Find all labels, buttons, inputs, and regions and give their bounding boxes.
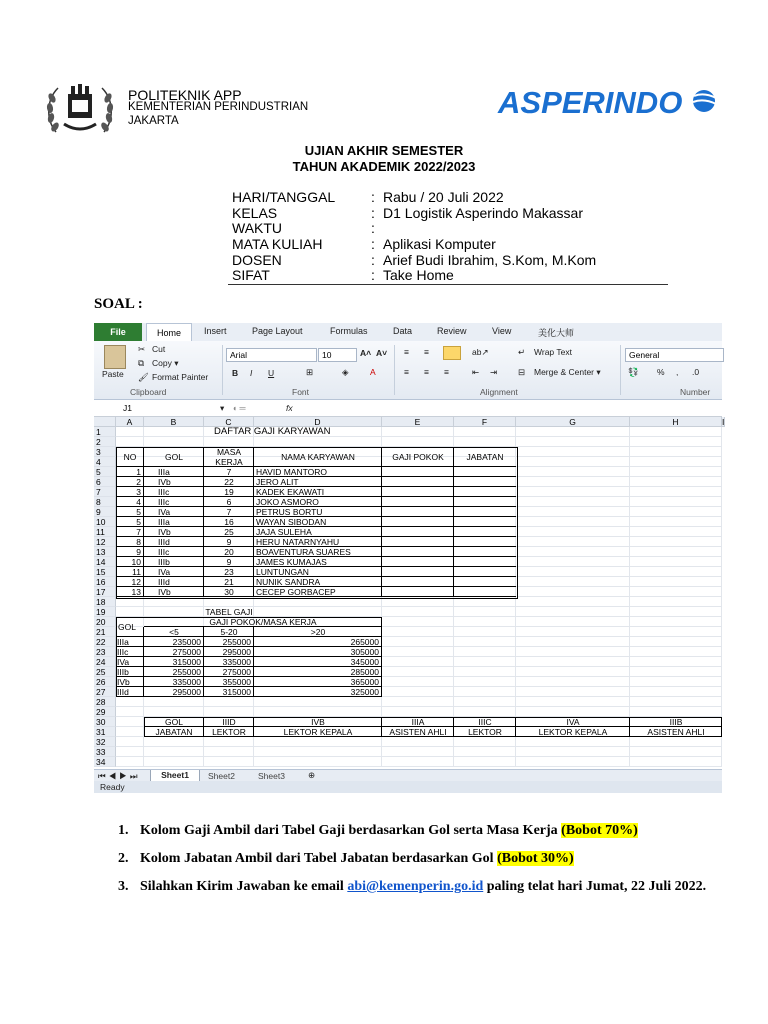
bobot-badge: (Bobot 70%) bbox=[561, 823, 638, 838]
wrap-text-icon[interactable]: ↵ bbox=[518, 347, 526, 357]
tabel-gaji-value[interactable]: 305000 bbox=[350, 647, 379, 657]
question-number: 2. bbox=[118, 851, 129, 866]
employee-gol[interactable]: IIIc bbox=[158, 547, 170, 557]
alignment-group-label: Alignment bbox=[480, 387, 518, 397]
number-format-select[interactable]: General bbox=[625, 348, 724, 362]
merge-center-button[interactable]: Merge & Center ▾ bbox=[534, 367, 601, 377]
info-row-lecturer bbox=[232, 252, 672, 268]
employee-name[interactable]: NUNIK SANDRA bbox=[256, 577, 321, 587]
employee-gol[interactable]: IVb bbox=[158, 527, 171, 537]
employee-name[interactable]: LUNTUNGAN bbox=[256, 567, 309, 577]
tabel-jabatan-gol[interactable]: IIID bbox=[222, 717, 236, 727]
employee-jabatan[interactable] bbox=[454, 557, 516, 567]
comma-style-icon[interactable]: , bbox=[676, 367, 679, 377]
tabel-gaji-gol[interactable]: IIIb bbox=[117, 667, 129, 677]
excel-screenshot bbox=[94, 323, 725, 793]
grow-font-icon[interactable]: A˄ bbox=[360, 348, 372, 358]
tabel-gaji-value[interactable]: 295000 bbox=[172, 687, 201, 697]
info-colon: : bbox=[371, 220, 375, 236]
header-gaji: GAJI POKOK bbox=[392, 452, 444, 462]
employee-masa[interactable]: 9 bbox=[226, 537, 232, 547]
question-2 bbox=[118, 850, 718, 868]
tab-data[interactable]: Data bbox=[393, 326, 413, 336]
tab-review[interactable]: Review bbox=[437, 326, 467, 336]
align-middle-icon[interactable]: ≡ bbox=[424, 347, 429, 357]
info-value: Take Home bbox=[383, 267, 454, 283]
tabel-jabatan-gol[interactable]: IIIC bbox=[478, 717, 492, 727]
question-number: 1. bbox=[118, 823, 129, 838]
employee-masa[interactable]: 16 bbox=[224, 517, 234, 527]
column-header[interactable]: G bbox=[516, 417, 630, 427]
row-header[interactable]: 9 bbox=[94, 507, 116, 517]
gridline bbox=[721, 427, 722, 767]
tabel-gaji-value[interactable]: 325000 bbox=[350, 687, 379, 697]
tabel-gaji-value[interactable]: 365000 bbox=[350, 677, 379, 687]
employee-masa[interactable]: 6 bbox=[226, 497, 232, 507]
format-painter-icon[interactable]: 🖌 bbox=[138, 372, 149, 382]
employee-gol[interactable]: IIIc bbox=[158, 497, 170, 507]
tabel-gaji-value[interactable]: 255000 bbox=[172, 667, 201, 677]
row-header[interactable]: 17 bbox=[94, 587, 116, 597]
copy-button[interactable]: Copy ▾ bbox=[152, 358, 179, 368]
employee-gaji[interactable] bbox=[382, 577, 454, 587]
info-colon: : bbox=[371, 205, 375, 221]
tabel-gaji-h3: >20 bbox=[310, 627, 326, 637]
employee-gaji[interactable] bbox=[382, 527, 454, 537]
employee-no[interactable]: 10 bbox=[131, 557, 141, 567]
column-header[interactable]: A bbox=[116, 417, 144, 427]
info-label: MATA KULIAH bbox=[232, 236, 323, 252]
employee-no[interactable]: 11 bbox=[132, 567, 141, 577]
ribbon-separator bbox=[394, 345, 395, 395]
employee-name[interactable]: JERO ALIT bbox=[256, 477, 299, 487]
employee-gaji[interactable] bbox=[382, 467, 454, 477]
bold-icon[interactable]: B bbox=[232, 368, 239, 378]
orientation-icon[interactable]: ab↗ bbox=[472, 347, 489, 357]
employee-name[interactable]: BOAVENTURA SUARES bbox=[256, 547, 351, 557]
new-sheet-icon[interactable]: ⊕ bbox=[308, 770, 316, 780]
cut-button[interactable]: Cut bbox=[152, 344, 166, 354]
employee-name[interactable]: PETRUS BORTU bbox=[256, 507, 323, 517]
asperindo-logo bbox=[498, 84, 723, 120]
tabel-gaji-gol[interactable]: IIIc bbox=[117, 647, 129, 657]
employee-jabatan[interactable] bbox=[454, 547, 516, 557]
align-bottom-icon[interactable] bbox=[443, 346, 461, 360]
employee-no[interactable]: 7 bbox=[136, 527, 141, 537]
ribbon-separator bbox=[222, 345, 223, 395]
question-body: Silahkan Kirim Jawaban ke email bbox=[140, 879, 348, 894]
header-no: NO bbox=[123, 452, 137, 462]
row-header[interactable]: 34 bbox=[94, 757, 116, 767]
question-text bbox=[140, 850, 730, 868]
gridline bbox=[116, 766, 722, 767]
asperindo-logo-graphic bbox=[498, 84, 723, 120]
exam-title: UJIAN AKHIR SEMESTER bbox=[304, 143, 464, 158]
employee-gol[interactable]: IIIa bbox=[158, 467, 170, 477]
employee-name[interactable]: CECEP GORBACEP bbox=[256, 587, 336, 597]
info-label: HARI/TANGGAL bbox=[232, 189, 336, 205]
align-right-icon[interactable]: ≡ bbox=[444, 367, 449, 377]
info-value: Arief Budi Ibrahim, S.Kom, M.Kom bbox=[383, 252, 597, 268]
tabel-gaji-value[interactable]: 355000 bbox=[222, 677, 251, 687]
employee-gol[interactable]: IVb bbox=[158, 587, 171, 597]
employee-gol[interactable]: IVa bbox=[158, 567, 171, 577]
email-link[interactable]: abi@kemenperin.go.id bbox=[347, 879, 484, 894]
question-1 bbox=[118, 822, 718, 840]
info-label: KELAS bbox=[232, 205, 278, 221]
info-colon: : bbox=[371, 267, 375, 283]
info-value: D1 Logistik Asperindo Makassar bbox=[383, 205, 583, 221]
gridline bbox=[116, 706, 722, 707]
info-value: Rabu / 20 Juli 2022 bbox=[383, 189, 504, 205]
column-header[interactable]: C bbox=[204, 417, 254, 427]
tabel-gaji-value[interactable]: 255000 bbox=[222, 637, 251, 647]
row-header[interactable]: 12 bbox=[94, 537, 116, 547]
paste-icon[interactable] bbox=[104, 345, 126, 369]
tabel-jabatan-value[interactable]: LEKTOR bbox=[468, 727, 502, 737]
employee-no[interactable]: 2 bbox=[136, 477, 141, 487]
tabel-jabatan-gol[interactable]: IVA bbox=[566, 717, 580, 727]
employee-gol[interactable]: IIIa bbox=[158, 517, 170, 527]
bobot-badge: (Bobot 30%) bbox=[497, 851, 574, 866]
row-header[interactable]: 28 bbox=[94, 697, 116, 707]
spreadsheet-grid[interactable] bbox=[94, 417, 725, 769]
row-header[interactable]: 24 bbox=[94, 657, 116, 667]
tabel-jabatan-jab-label: JABATAN bbox=[155, 727, 193, 737]
employee-masa[interactable]: 25 bbox=[224, 527, 234, 537]
italic-icon[interactable]: I bbox=[250, 368, 253, 378]
employee-name[interactable]: KADEK EKAWATI bbox=[256, 487, 325, 497]
employee-masa[interactable]: 22 bbox=[224, 477, 234, 487]
wrap-text-button[interactable]: Wrap Text bbox=[534, 347, 572, 357]
row-header[interactable]: 27 bbox=[94, 687, 116, 697]
question-text bbox=[140, 878, 726, 896]
tabel-gaji-gol[interactable]: IVa bbox=[117, 657, 130, 667]
question-body: Kolom Gaji Ambil dari Tabel Gaji berdasarkan Gol serta Masa Kerja bbox=[140, 823, 562, 838]
ribbon-separator bbox=[620, 345, 621, 395]
header-gol: GOL bbox=[165, 452, 183, 462]
column-header[interactable]: D bbox=[254, 417, 382, 427]
info-colon: : bbox=[371, 252, 375, 268]
tabel-jabatan-value[interactable]: ASISTEN AHLI bbox=[647, 727, 705, 737]
tabel-jabatan-gol[interactable]: IVB bbox=[311, 717, 325, 727]
employee-gol[interactable]: IVa bbox=[158, 507, 171, 517]
tab-home[interactable]: Home bbox=[146, 323, 192, 342]
employee-gol[interactable]: IIIc bbox=[158, 487, 170, 497]
question-body-end: paling telat hari Jumat, 22 Juli 2022. bbox=[483, 879, 707, 894]
font-size-select[interactable]: 10 bbox=[318, 348, 357, 362]
employee-gaji[interactable] bbox=[382, 477, 454, 487]
info-value: Aplikasi Komputer bbox=[383, 236, 496, 252]
employee-gaji[interactable] bbox=[382, 567, 454, 577]
row-header[interactable]: 3 bbox=[94, 447, 116, 457]
borders-icon[interactable]: ⊞ bbox=[306, 367, 314, 377]
tabel-gaji-value[interactable]: 275000 bbox=[172, 647, 201, 657]
sheet-tab-2[interactable]: Sheet2 bbox=[208, 771, 235, 781]
header-kerja: KERJA bbox=[215, 457, 243, 467]
sheet-title: DAFTAR GAJI KARYAWAN bbox=[214, 426, 331, 437]
employee-jabatan[interactable] bbox=[454, 537, 516, 547]
row-header[interactable]: 20 bbox=[94, 617, 116, 627]
tab-addin[interactable]: 美化大师 bbox=[538, 328, 575, 338]
row-header[interactable]: 10 bbox=[94, 517, 116, 527]
align-top-icon[interactable]: ≡ bbox=[404, 347, 409, 357]
tabel-gaji-value[interactable]: 335000 bbox=[172, 677, 201, 687]
tabel-gaji-value[interactable]: 235000 bbox=[172, 637, 201, 647]
question-body: Kolom Jabatan Ambil dari Tabel Jabatan berdasarkan Gol bbox=[140, 851, 498, 866]
employee-masa[interactable]: 7 bbox=[226, 507, 232, 517]
tabel-gaji-value[interactable]: 275000 bbox=[222, 667, 251, 677]
row-header[interactable]: 30 bbox=[94, 717, 116, 727]
info-colon: : bbox=[371, 236, 375, 252]
tab-page-layout[interactable]: Page Layout bbox=[252, 326, 303, 336]
employee-gol[interactable]: IIIb bbox=[158, 557, 170, 567]
tabel-jabatan-value[interactable]: LEKTOR bbox=[212, 727, 246, 737]
row-header[interactable]: 7 bbox=[94, 487, 116, 497]
header-jabatan: JABATAN bbox=[466, 452, 504, 462]
employee-name[interactable]: HAVID MANTORO bbox=[256, 467, 327, 477]
merge-center-icon[interactable]: ⊟ bbox=[518, 367, 526, 377]
employee-gaji[interactable] bbox=[382, 507, 454, 517]
employee-jabatan[interactable] bbox=[454, 527, 516, 537]
table-col-line bbox=[143, 447, 144, 597]
row-header[interactable]: 31 bbox=[94, 727, 116, 737]
row-header[interactable]: 11 bbox=[94, 527, 116, 537]
gridline bbox=[629, 427, 630, 767]
decimal-icon[interactable]: .0 bbox=[692, 367, 700, 377]
row-header[interactable]: 18 bbox=[94, 597, 116, 607]
employee-gol[interactable]: IIId bbox=[158, 577, 170, 587]
employee-gaji[interactable] bbox=[382, 487, 454, 497]
clipboard-group-label: Clipboard bbox=[130, 387, 167, 397]
row-header[interactable]: 23 bbox=[94, 647, 116, 657]
font-name-select[interactable]: Arial bbox=[226, 348, 317, 362]
column-header[interactable]: H bbox=[630, 417, 722, 427]
row-header[interactable]: 16 bbox=[94, 577, 116, 587]
paste-button[interactable]: Paste bbox=[102, 369, 124, 379]
employee-name[interactable]: JOKO ASMORO bbox=[256, 497, 319, 507]
sheet-tab-1[interactable]: Sheet1 bbox=[150, 770, 200, 782]
info-row-date bbox=[232, 189, 672, 205]
info-row-course bbox=[232, 236, 672, 252]
underline-icon[interactable]: U bbox=[268, 368, 275, 378]
employee-gol[interactable]: IIId bbox=[158, 537, 170, 547]
tab-formulas[interactable]: Formulas bbox=[330, 326, 368, 336]
row-header[interactable]: 26 bbox=[94, 677, 116, 687]
employee-jabatan[interactable] bbox=[454, 587, 516, 597]
tabel-jabatan-value[interactable]: ASISTEN AHLI bbox=[389, 727, 447, 737]
employee-no[interactable]: 12 bbox=[131, 577, 141, 587]
tabel-gaji-value[interactable]: 315000 bbox=[222, 687, 251, 697]
font-group-label: Font bbox=[292, 387, 310, 397]
row-header[interactable]: 6 bbox=[94, 477, 116, 487]
tabel-gaji-value[interactable]: 345000 bbox=[350, 657, 379, 667]
formula-bar bbox=[94, 400, 722, 417]
row-header[interactable]: 1 bbox=[94, 427, 116, 437]
employee-gaji[interactable] bbox=[382, 517, 454, 527]
employee-masa[interactable]: 7 bbox=[226, 467, 232, 477]
tabel-gaji-gol[interactable]: IIId bbox=[117, 687, 129, 697]
info-label: SIFAT bbox=[232, 267, 270, 283]
tabel-gaji-value[interactable]: 295000 bbox=[222, 647, 251, 657]
employee-gaji[interactable] bbox=[382, 557, 454, 567]
status-text: Ready bbox=[100, 782, 125, 792]
gridline bbox=[116, 746, 722, 747]
employee-masa[interactable]: 23 bbox=[224, 567, 234, 577]
tabel-gaji-value[interactable]: 315000 bbox=[172, 657, 201, 667]
ministry-name: KEMENTERIAN PERINDUSTRIAN bbox=[128, 101, 309, 113]
header-masa: MASA bbox=[216, 447, 242, 457]
format-painter-button[interactable]: Format Painter bbox=[152, 372, 209, 382]
row-header[interactable]: 25 bbox=[94, 667, 116, 677]
tabel-gaji-subtitle: GAJI POKOK/MASA KERJA bbox=[209, 617, 317, 627]
fill-color-icon[interactable]: ◈ bbox=[342, 367, 349, 377]
sheet-tab-3[interactable]: Sheet3 bbox=[258, 771, 285, 781]
info-row-time bbox=[232, 220, 672, 236]
tab-view[interactable]: View bbox=[492, 326, 512, 336]
column-header[interactable]: F bbox=[454, 417, 516, 427]
row-header[interactable]: 13 bbox=[94, 547, 116, 557]
copy-icon[interactable]: ⧉ bbox=[138, 358, 145, 368]
employee-no[interactable]: 4 bbox=[136, 497, 141, 507]
align-center-icon[interactable]: ≡ bbox=[424, 367, 429, 377]
institution-seal bbox=[44, 80, 116, 138]
employee-jabatan[interactable] bbox=[454, 577, 516, 587]
employee-masa[interactable]: 19 bbox=[224, 487, 234, 497]
employee-jabatan[interactable] bbox=[454, 507, 516, 517]
row-header[interactable]: 5 bbox=[94, 467, 116, 477]
tabel-gaji-gol[interactable]: IVb bbox=[117, 677, 130, 687]
employee-gol[interactable]: IVb bbox=[158, 477, 171, 487]
tabel-jabatan-gol[interactable]: IIIA bbox=[411, 717, 425, 727]
employee-no[interactable]: 13 bbox=[131, 587, 141, 597]
info-row-type bbox=[232, 267, 672, 283]
employee-name[interactable]: JAJA SULEHA bbox=[256, 527, 312, 537]
employee-jabatan[interactable] bbox=[454, 567, 516, 577]
row-header[interactable]: 15 bbox=[94, 567, 116, 577]
column-header[interactable]: E bbox=[382, 417, 454, 427]
gridline bbox=[116, 436, 722, 437]
row-header[interactable]: 14 bbox=[94, 557, 116, 567]
employee-jabatan[interactable] bbox=[454, 477, 516, 487]
info-colon: : bbox=[371, 189, 375, 205]
employee-gaji[interactable] bbox=[382, 547, 454, 557]
name-box[interactable]: J1 bbox=[123, 403, 132, 413]
row-header[interactable]: 21 bbox=[94, 627, 116, 637]
info-label: DOSEN bbox=[232, 252, 282, 268]
info-row-class bbox=[232, 205, 672, 221]
select-all-corner[interactable] bbox=[94, 417, 116, 427]
percent-button[interactable]: % bbox=[657, 367, 665, 377]
row-header[interactable]: 2 bbox=[94, 437, 116, 447]
formula-cancel-icon[interactable]: ◖ ═ bbox=[232, 403, 246, 413]
row-header[interactable]: 33 bbox=[94, 747, 116, 757]
employee-no[interactable]: 9 bbox=[136, 547, 141, 557]
city-name: JAKARTA bbox=[128, 115, 179, 127]
employee-gaji[interactable] bbox=[382, 497, 454, 507]
tabel-gaji-h1: <5 bbox=[169, 627, 179, 637]
row-header[interactable]: 22 bbox=[94, 637, 116, 647]
asperindo-logo-text: ASPERINDO bbox=[498, 85, 683, 120]
name-box-dropdown-icon[interactable]: ▾ bbox=[220, 403, 225, 413]
tabel-gaji-h2: 5-20 bbox=[220, 627, 238, 637]
employee-jabatan[interactable] bbox=[454, 467, 516, 477]
cut-icon[interactable]: ✂ bbox=[138, 344, 146, 354]
employee-jabatan[interactable] bbox=[454, 487, 516, 497]
employee-name[interactable]: WAYAN SIBODAN bbox=[256, 517, 327, 527]
info-divider bbox=[228, 284, 668, 285]
header-nama: NAMA KARYAWAN bbox=[281, 452, 355, 462]
info-label: WAKTU bbox=[232, 220, 283, 236]
increase-indent-icon[interactable]: ⇥ bbox=[490, 367, 498, 377]
employee-gaji[interactable] bbox=[382, 587, 454, 597]
shrink-font-icon[interactable]: A˅ bbox=[376, 348, 388, 358]
employee-masa[interactable]: 9 bbox=[226, 557, 232, 567]
employee-gaji[interactable] bbox=[382, 537, 454, 547]
fx-button[interactable]: fx bbox=[286, 403, 293, 413]
employee-masa[interactable]: 21 bbox=[224, 577, 234, 587]
question-number: 3. bbox=[118, 879, 129, 894]
row-header[interactable]: 29 bbox=[94, 707, 116, 717]
employee-jabatan[interactable] bbox=[454, 497, 516, 507]
question-text bbox=[140, 822, 730, 840]
font-color-icon[interactable]: A bbox=[370, 367, 376, 377]
accounting-format-icon[interactable]: 💱 bbox=[628, 367, 639, 377]
institution-name: POLITEKNIK APP bbox=[128, 87, 242, 103]
employee-no[interactable]: 5 bbox=[136, 517, 141, 527]
employee-jabatan[interactable] bbox=[454, 517, 516, 527]
tabel-gaji-title: TABEL GAJI bbox=[205, 607, 253, 617]
row-header[interactable]: 32 bbox=[94, 737, 116, 747]
tabel-gaji-value[interactable]: 285000 bbox=[350, 667, 379, 677]
question-3 bbox=[118, 878, 718, 914]
employee-no[interactable]: 1 bbox=[136, 467, 141, 477]
row-header[interactable]: 8 bbox=[94, 497, 116, 507]
employee-name[interactable]: JAMES KUMAJAS bbox=[256, 557, 327, 567]
tab-file[interactable]: File bbox=[94, 323, 142, 341]
row-header[interactable]: 4 bbox=[94, 457, 116, 467]
tabel-gaji-value[interactable]: 335000 bbox=[222, 657, 251, 667]
tabel-jabatan-gol[interactable]: IIIB bbox=[669, 717, 683, 727]
employee-masa[interactable]: 30 bbox=[224, 587, 234, 597]
align-left-icon[interactable]: ≡ bbox=[404, 367, 409, 377]
gridline bbox=[116, 756, 722, 757]
soal-heading: SOAL : bbox=[94, 296, 143, 312]
decrease-indent-icon[interactable]: ⇤ bbox=[472, 367, 480, 377]
tabel-gaji-gol[interactable]: IIIa bbox=[117, 637, 129, 647]
employee-no[interactable]: 3 bbox=[136, 487, 141, 497]
employee-name[interactable]: HERU NATARNYAHU bbox=[256, 537, 340, 547]
employee-no[interactable]: 5 bbox=[136, 507, 141, 517]
tabel-jabatan-value[interactable]: LEKTOR KEPALA bbox=[538, 727, 608, 737]
column-header[interactable]: B bbox=[144, 417, 204, 427]
academic-year: TAHUN AKADEMIK 2022/2023 bbox=[292, 159, 476, 174]
employee-masa[interactable]: 20 bbox=[224, 547, 234, 557]
column-header[interactable]: I bbox=[722, 417, 725, 427]
tabel-gaji-gol-header: GOL bbox=[118, 622, 136, 632]
tabel-jabatan-gol-label: GOL bbox=[165, 717, 183, 727]
tab-insert[interactable]: Insert bbox=[204, 326, 227, 336]
tabel-gaji-value[interactable]: 265000 bbox=[350, 637, 379, 647]
ribbon bbox=[94, 341, 722, 400]
employee-no[interactable]: 8 bbox=[136, 537, 141, 547]
status-bar bbox=[94, 781, 722, 793]
number-group-label: Number bbox=[680, 387, 711, 397]
sheet-nav-icon[interactable]: ⏮◀▶⏭ bbox=[98, 771, 141, 781]
tabel-jabatan-value[interactable]: LEKTOR KEPALA bbox=[283, 727, 353, 737]
row-header[interactable]: 19 bbox=[94, 607, 116, 617]
